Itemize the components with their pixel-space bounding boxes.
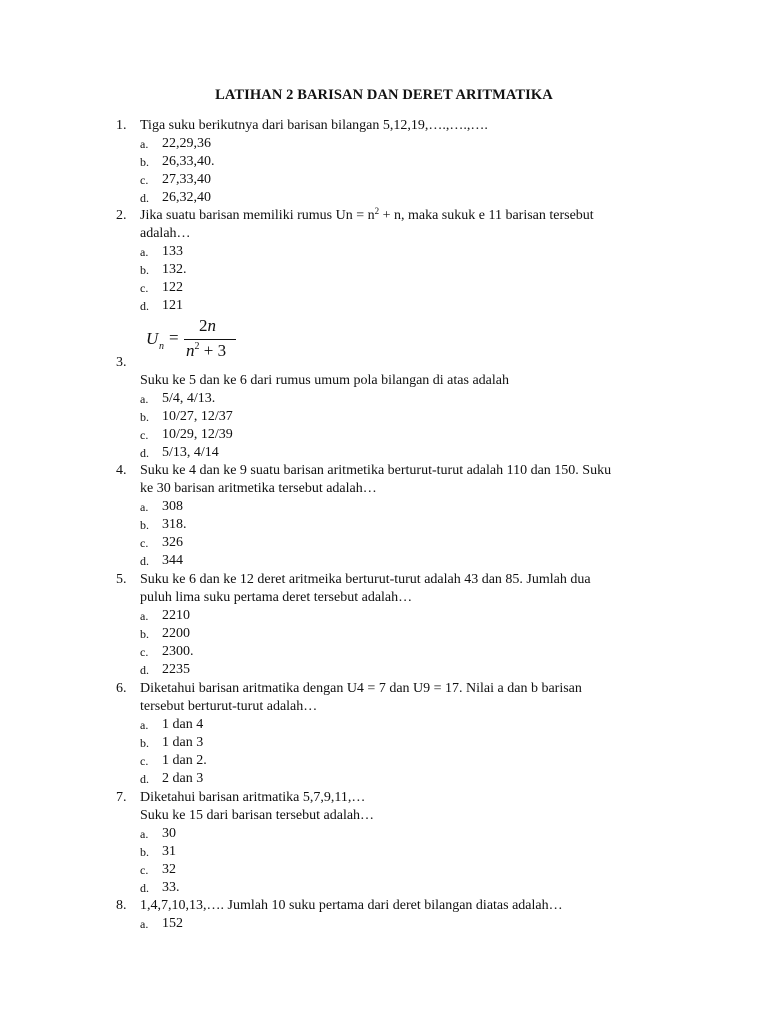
question-5-number: 5. [116, 572, 127, 587]
question-4-number: 4. [116, 463, 127, 478]
option-text: 27,33,40 [162, 172, 211, 187]
question-2-text: Jika suatu barisan memiliki rumus $Un = n^2 + n$, maka sukuk e 11 barisan tersebut [140, 206, 594, 223]
question-5-text-cont: puluh lima suku pertama deret tersebut adalah… [140, 590, 413, 605]
question-6-number: 6. [116, 681, 127, 696]
option-label: b. [140, 627, 149, 641]
option-text: 26,33,40. [162, 154, 215, 169]
worksheet-title: LATIHAN 2 BARISAN DAN DERET ARITMATIKA [215, 87, 553, 103]
option-text: 10/27, 12/37 [162, 409, 233, 424]
option-text: 121 [162, 298, 183, 313]
option-text: 2300. [162, 644, 194, 659]
option-label: a. [140, 137, 149, 151]
option-label: b. [140, 263, 149, 277]
option-text: 1 dan 3 [162, 735, 204, 750]
formula-un: U n = 2n $n^2 + 3$ [144, 314, 244, 364]
option-text: 133 [162, 244, 183, 259]
option-label: b. [140, 845, 149, 859]
question-5-text: Suku ke 6 dan ke 12 deret aritmeika berturut-turut adalah 43 dan 85. Jumlah dua [140, 572, 591, 587]
option-text: 22,29,36 [162, 136, 211, 151]
question-4-text-cont: ke 30 barisan aritmetika tersebut adalah… [140, 481, 377, 496]
question-7-number: 7. [116, 790, 127, 805]
question-1-number: 1. [116, 118, 127, 133]
option-label: d. [140, 772, 149, 786]
option-label: d. [140, 446, 149, 460]
option-label: c. [140, 863, 149, 877]
option-label: a. [140, 827, 149, 841]
question-8-number: 8. [116, 898, 127, 913]
fraction-bar [184, 339, 236, 340]
option-text: 1 dan 2. [162, 753, 207, 768]
option-text: 308 [162, 499, 183, 514]
option-text: 10/29, 12/39 [162, 427, 233, 442]
option-label: b. [140, 518, 149, 532]
option-label: d. [140, 299, 149, 313]
option-text: 26,32,40 [162, 190, 211, 205]
option-text: 2200 [162, 626, 190, 641]
question-3-number: 3. [116, 355, 127, 370]
option-text: 33. [162, 880, 180, 895]
option-label: d. [140, 881, 149, 895]
option-text: 31 [162, 844, 176, 859]
option-text: 318. [162, 517, 187, 532]
option-text: 2210 [162, 608, 190, 623]
option-label: c. [140, 281, 149, 295]
option-text: 32 [162, 862, 176, 877]
option-label: c. [140, 645, 149, 659]
option-text: 122 [162, 280, 183, 295]
option-text: 30 [162, 826, 176, 841]
option-label: c. [140, 173, 149, 187]
option-text: 344 [162, 553, 183, 568]
option-text: 5/4, 4/13. [162, 391, 216, 406]
option-text: 2 dan 3 [162, 771, 204, 786]
option-label: b. [140, 155, 149, 169]
option-label: a. [140, 718, 149, 732]
option-text: 5/13, 4/14 [162, 445, 219, 460]
question-6-text-cont: tersebut berturut-turut adalah… [140, 699, 318, 714]
question-3-text: Suku ke 5 dan ke 6 dari rumus umum pola bilangan di atas adalah [140, 373, 509, 388]
question-2-number: 2. [116, 208, 127, 223]
option-label: d. [140, 191, 149, 205]
question-8-text: 1,4,7,10,13,…. Jumlah 10 suku pertama dari deret bilangan diatas adalah… [140, 898, 563, 913]
question-6-text: Diketahui barisan aritmatika dengan U4 = 7 dan U9 = 17. Nilai a dan b barisan [140, 681, 582, 696]
option-text: 2235 [162, 662, 190, 677]
question-2-text-cont: adalah… [140, 226, 191, 241]
option-label: b. [140, 410, 149, 424]
question-7-text-cont: Suku ke 15 dari barisan tersebut adalah… [140, 808, 375, 823]
question-1-text: Tiga suku berikutnya dari barisan bilangan 5,12,19,….,….,…. [140, 118, 488, 133]
option-label: d. [140, 663, 149, 677]
option-label: a. [140, 500, 149, 514]
option-label: b. [140, 736, 149, 750]
option-text: 132. [162, 262, 187, 277]
option-label: c. [140, 428, 149, 442]
option-label: c. [140, 754, 149, 768]
question-4-text: Suku ke 4 dan ke 9 suatu barisan aritmetika berturut-turut adalah 110 dan 150. Suku [140, 463, 612, 478]
option-label: a. [140, 609, 149, 623]
option-label: d. [140, 554, 149, 568]
option-text: 326 [162, 535, 183, 550]
option-label: a. [140, 917, 149, 931]
option-label: a. [140, 245, 149, 259]
option-label: c. [140, 536, 149, 550]
question-7-text: Diketahui barisan aritmatika 5,7,9,11,… [140, 790, 366, 805]
option-label: a. [140, 392, 149, 406]
option-text: 152 [162, 916, 183, 931]
option-text: 1 dan 4 [162, 717, 204, 732]
